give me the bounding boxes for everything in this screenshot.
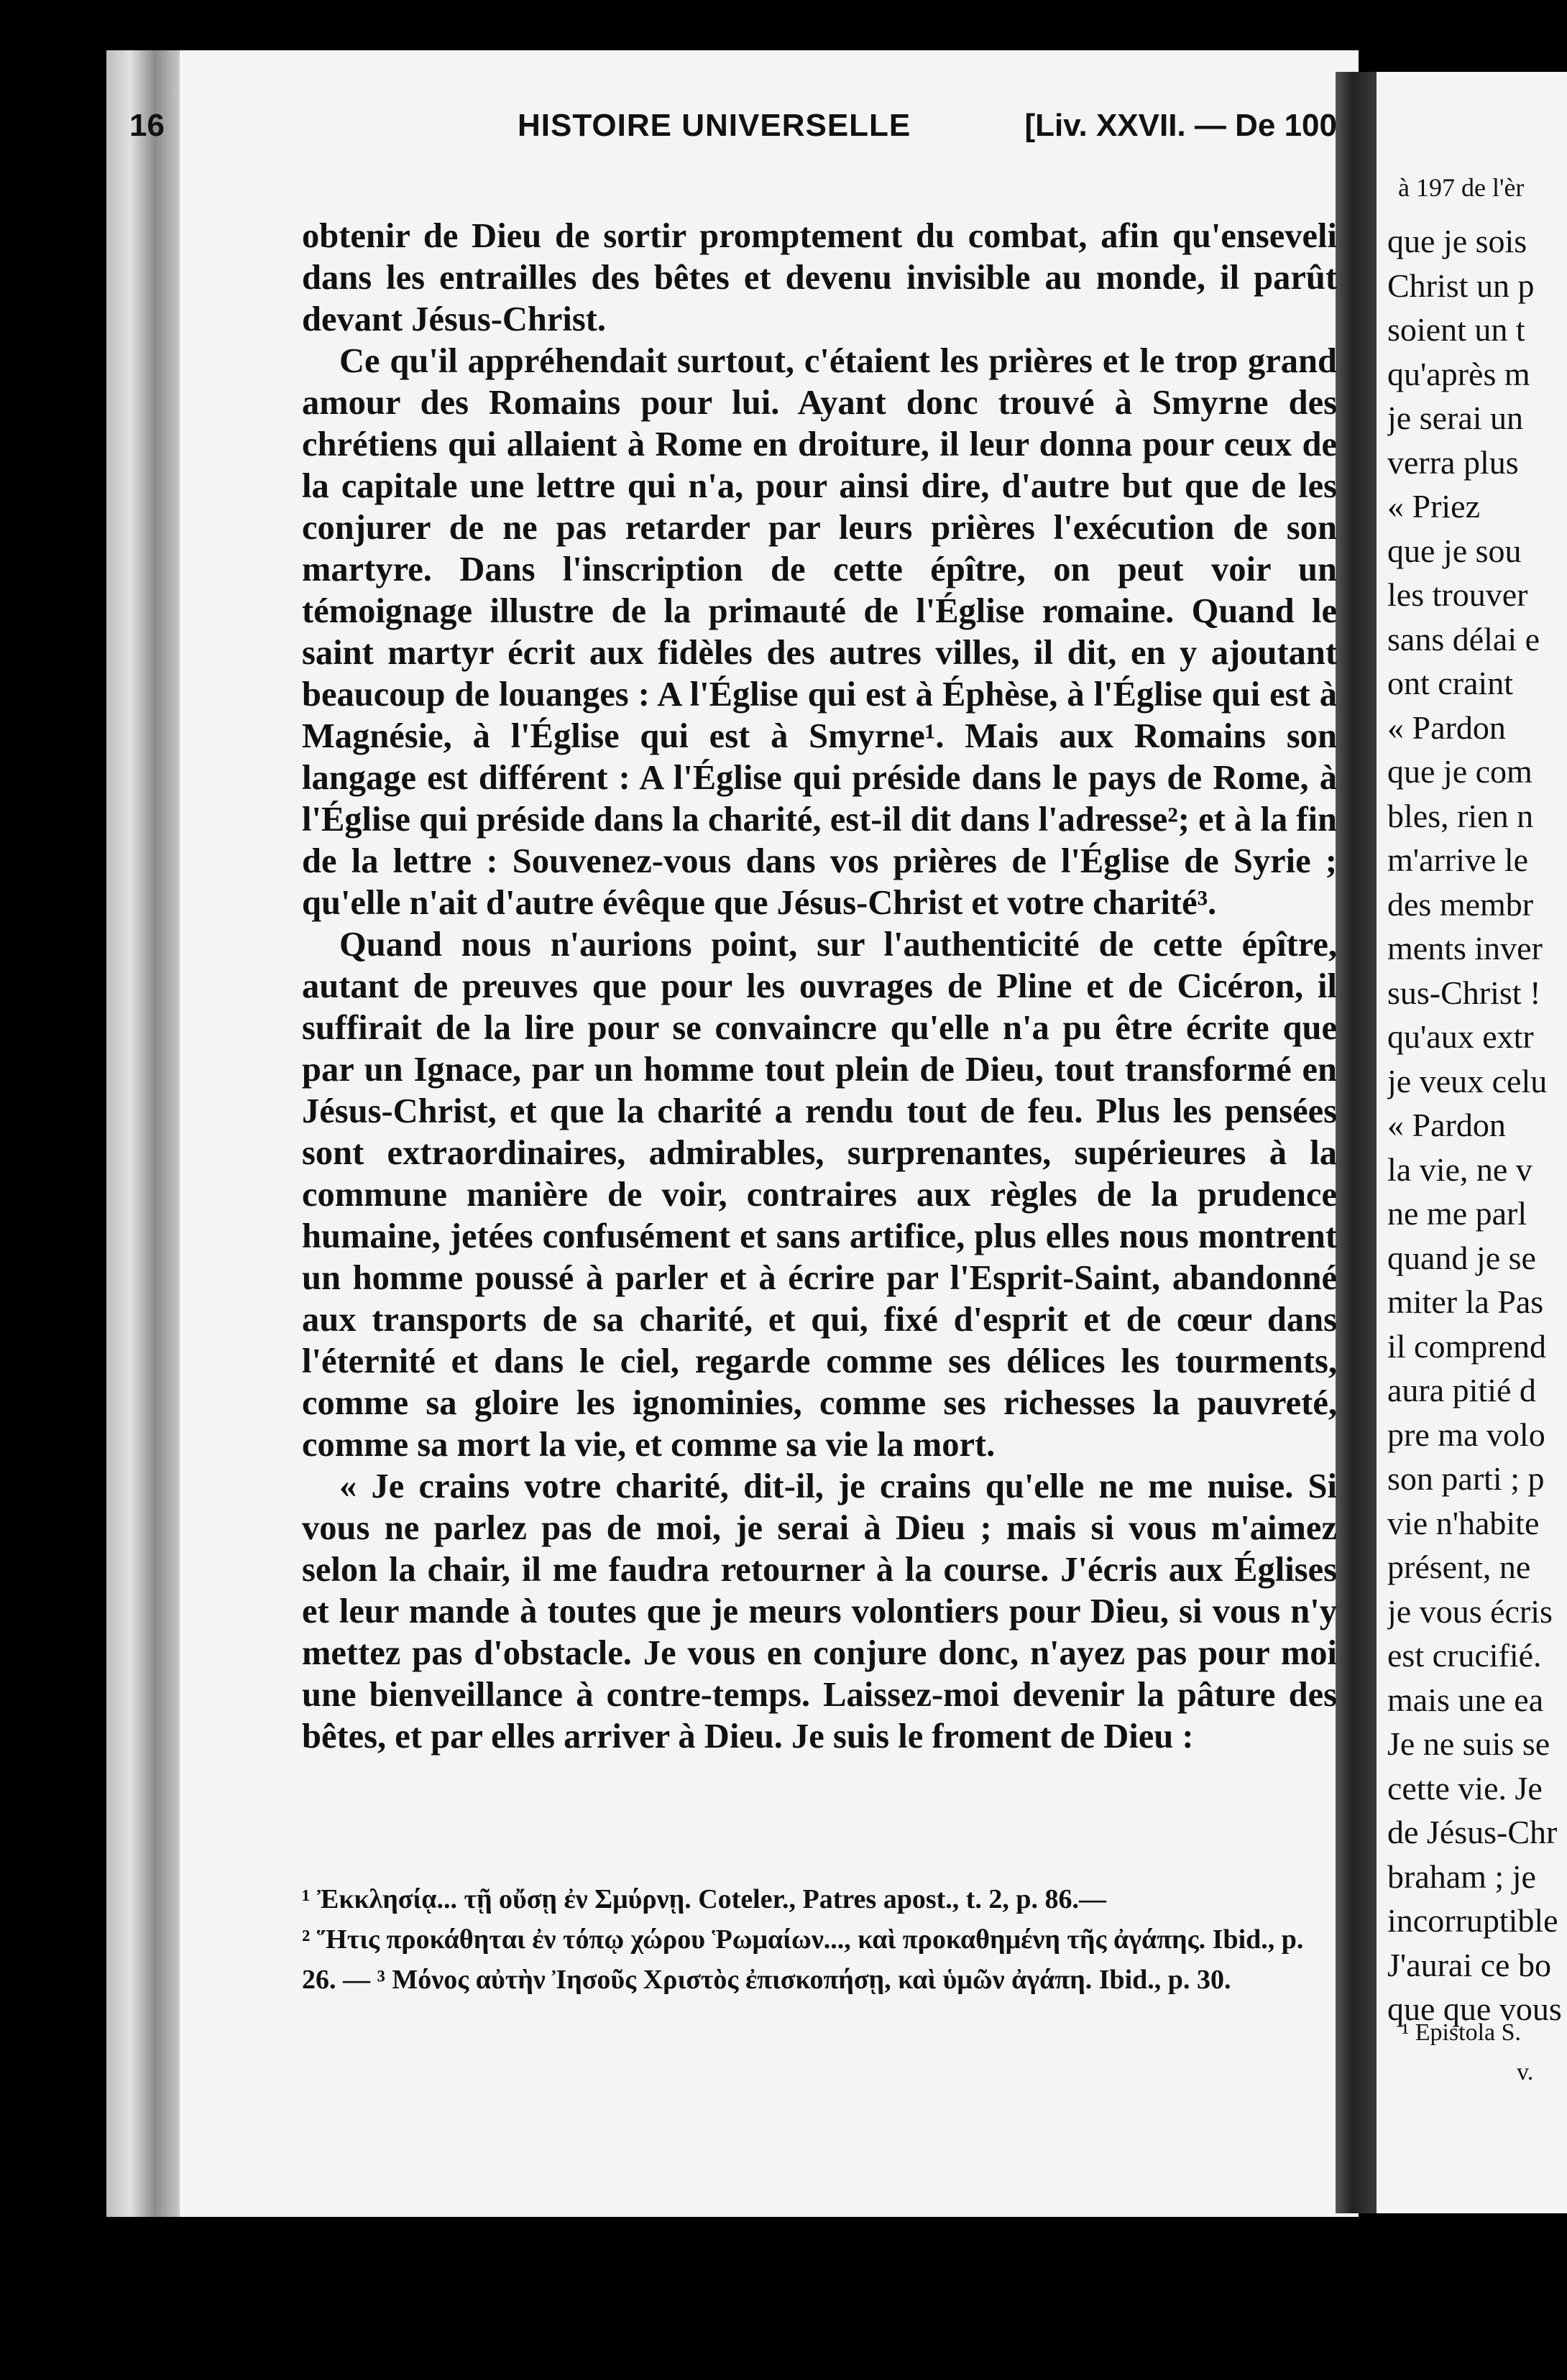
book-spine (106, 50, 187, 2217)
right-page-line: Je ne suis se (1387, 1725, 1550, 1762)
right-page-line: est crucifié. (1387, 1637, 1542, 1674)
right-page-line: pre ma volo (1387, 1416, 1545, 1453)
running-title: HISTOIRE UNIVERSELLE (518, 108, 911, 143)
right-page-line: Christ un p (1387, 267, 1535, 304)
right-page-line: je serai un (1387, 400, 1524, 436)
right-page-line: quand je se (1387, 1239, 1536, 1276)
right-page-line: il comprend (1387, 1327, 1546, 1365)
right-page-line: m'arrive le (1387, 841, 1529, 878)
right-page-line: je vous écris (1387, 1592, 1553, 1630)
page-number: 16 (129, 108, 165, 143)
footnote: ² Ἥτις προκάθηται ἐν τόπῳ χώρου Ῥωμαίων..., καὶ προκαθημένη τῆς ἀγάπης. Ibid., p. 26. — ³ Μόνος αὐτὴν Ἰησοῦς Χριστὸς ἐπισκοπήσῃ, καὶ ὑμῶν ἀγάπη. Ibid., p. 30. (302, 1924, 1304, 1995)
main-text (302, 216, 1337, 1758)
right-page-line: la vie, ne v (1387, 1150, 1532, 1188)
right-page-line: cette vie. Je (1387, 1769, 1543, 1807)
right-page-line: je veux celu (1387, 1062, 1548, 1099)
right-page-line: incorruptible (1387, 1902, 1558, 1939)
right-page-line: bles, rien n (1387, 797, 1534, 834)
paragraph: obtenir de Dieu de sortir promptement du combat, afin qu'enseveli dans les entrailles des bêtes et devenu invisible au monde, il parût devant Jésus-Christ. (302, 217, 1337, 338)
right-page-line: soient un t (1387, 311, 1525, 348)
right-page-line: que je sois (1387, 223, 1527, 259)
page-gutter (1336, 72, 1377, 2213)
right-page-line: aura pitié d (1387, 1372, 1536, 1408)
right-page-footnote: ¹ Epistola S. (1402, 2019, 1522, 2046)
right-page-line: qu'après m (1387, 355, 1530, 392)
right-page-line: sus-Christ ! (1387, 974, 1541, 1011)
right-page-line: « Pardon (1387, 709, 1506, 746)
right-page-line: des membr (1387, 885, 1534, 923)
right-page-text (1387, 219, 1567, 2031)
right-page-line: mais une ea (1387, 1681, 1544, 1718)
right-page-line: de Jésus-Chr (1387, 1814, 1558, 1850)
right-page-line: que je com (1387, 753, 1532, 790)
signature-mark: v. (1517, 2059, 1534, 2085)
right-page-line: ments inver (1387, 930, 1543, 967)
right-page-line: « Priez (1387, 488, 1481, 525)
right-page-line: que que vous (1387, 1991, 1562, 2027)
right-page-line: miter la Pas (1387, 1283, 1544, 1320)
footnotes (302, 1879, 1337, 2000)
right-page-line: les trouver (1387, 576, 1528, 613)
right-page-line: que je sou (1387, 532, 1522, 569)
footnote: ¹ Ἐκκλησίᾳ... τῇ οὔσῃ ἐν Σμύρνῃ. Coteler., Patres apost., t. 2, p. 86.— (302, 1884, 1107, 1914)
right-page-line: présent, ne (1387, 1549, 1531, 1585)
right-page-line: J'aurai ce bo (1387, 1946, 1551, 1983)
paragraph: « Je crains votre charité, dit-il, je crains qu'elle ne me nuise. Si vous ne parlez pas de moi, je serai à Dieu ; mais si vous m'aimez selon la chair, il me faudra retourner à la course. J'écris aux Églises et leur mande à toutes que je meurs volontiers pour Dieu, si vous n'y mettez pas d'obstacle. Je vous en conjure donc, n'ayez pas pour moi une bienveillance à contre-temps. Laissez-moi devenir la pâture des bêtes, et par elles arriver à Dieu. Je suis le froment de Dieu : (302, 1467, 1337, 1756)
right-page-line: sans délai e (1387, 620, 1540, 658)
running-header (129, 108, 1337, 151)
right-page-line: vie n'habite (1387, 1504, 1540, 1541)
right-page-line: « Pardon (1387, 1107, 1506, 1143)
right-page-line: braham ; je (1387, 1858, 1536, 1895)
right-page-line: ne me parl (1387, 1195, 1527, 1232)
right-page-line: son parti ; p (1387, 1460, 1545, 1497)
right-page-header: à 197 de l'èr (1398, 173, 1525, 202)
paragraph: Quand nous n'aurions point, sur l'authenticité de cette épître, autant de preuves que pour les ouvrages de Pline et de Cicéron, il suffirait de la lire pour se convaincre qu'elle n'a pu être écrite que par un Ignace, par un homme tout plein de Dieu, tout transformé en Jésus-Christ, et que la charité a rendu tout de feu. Plus les pensées sont extraordinaires, admirables, surprenantes, supérieures à la commune manière de voir, contraires aux règles de la prudence humaine, jetées confusément et sans artifice, plus elles nous montrent un homme poussé à parler et à écrire par l'Esprit-Saint, abandonné aux transports de sa charité, et qui, fixé d'esprit et de cœur dans l'éternité et dans le ciel, regarde comme ses délices les tourments, comme sa gloire les ignominies, comme ses richesses la pauvreté, comme sa mort la vie, et comme sa vie la mort. (302, 926, 1337, 1464)
chapter-reference: [Liv. XXVII. — De 100 (1024, 108, 1337, 143)
right-page-line: verra plus (1387, 443, 1519, 481)
right-page-line: qu'aux extr (1387, 1018, 1534, 1055)
right-page-line: ont craint (1387, 665, 1513, 701)
paragraph: Ce qu'il appréhendait surtout, c'étaient les prières et le trop grand amour des Romains pour lui. Ayant donc trouvé à Smyrne des chrétiens qui allaient à Rome en droiture, il leur donna pour ceux de la capitale une lettre qui n'a, pour ainsi dire, d'autre but que de les conjurer de ne pas retarder par leurs prières l'exécution de son martyre. Dans l'inscription de cette épître, on peut voir un témoignage illustre de la primauté de l'Église romaine. Quand le saint martyr écrit aux fidèles des autres villes, il dit, en y ajoutant beaucoup de louanges : A l'Église qui est à Éphèse, à l'Église qui est à Magnésie, à l'Église qui est à Smyrne¹. Mais aux Romains son langage est différent : A l'Église qui préside dans le pays de Rome, à l'Église qui préside dans la charité, est-il dit dans l'adresse²; et à la fin de la lettre : Souvenez-vous dans vos prières de l'Église de Syrie ; qu'elle n'ait d'autre évêque que Jésus-Christ et votre charité³. (302, 342, 1337, 922)
